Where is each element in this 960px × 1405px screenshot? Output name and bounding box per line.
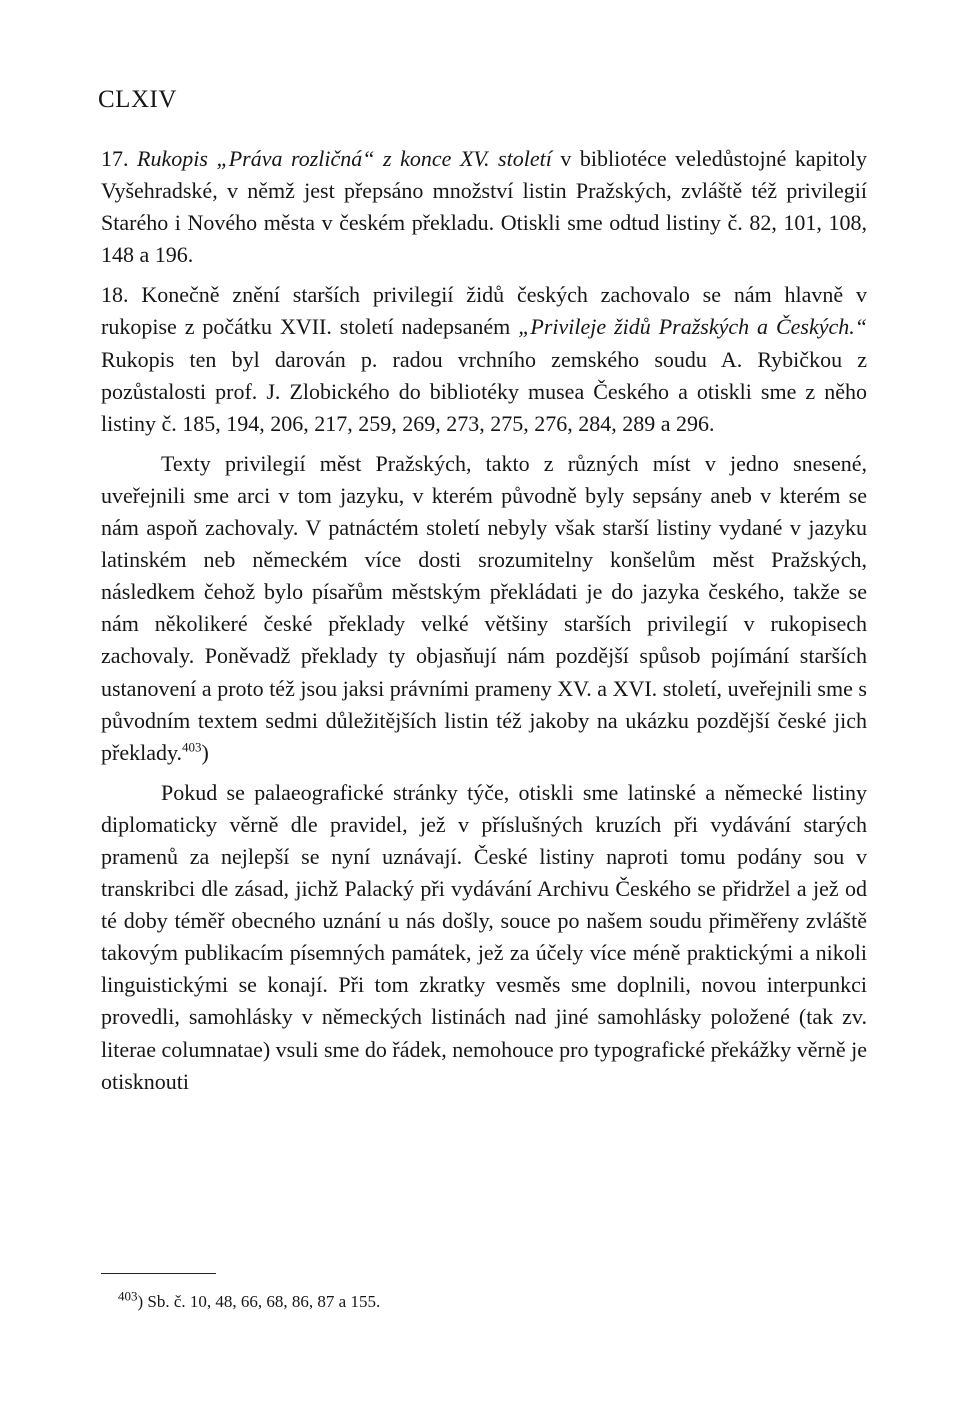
paragraph-palaeography bbox=[101, 777, 867, 1098]
footnote-reference: 403 bbox=[182, 739, 202, 755]
paragraph-texts bbox=[101, 448, 867, 769]
paragraph-18-start: 18. Konečně znění starších privilegií židů českých zachovalo se nám hlavně v rukopise z počátku XVII. století nadepsaném bbox=[101, 282, 867, 340]
paragraph-17 bbox=[101, 143, 867, 271]
paragraph-18 bbox=[101, 279, 867, 439]
paragraph-texts-body: Texty privilegií měst Pražských, takto z různých míst v jedno snesené, uveřejnili sme arci v tom jazyku, v kterém původně byly sepsány aneb v kterém se nám aspoň zachovaly. V patnáctém století nebyly však starší listiny vydané v jazyku latinském neb německém více dosti srozumitelny konšelům měst Pražských, následkem čehož bylo písařům městským překládati je do jazyka českého, takže se nám několikeré české překlady velké většiny starších privilegií v rukopisech zachovaly. Poněvadž překlady ty objasňují nám pozdější spůsob pojímání starších ustanovení a proto též jsou jaksi právními prameny XV. a XVI. století, uveřejnili sme s původním textem sedmi důležitějších listin též jakoby na ukázku pozdější české jich překlady. bbox=[101, 450, 867, 765]
page-number: CLXIV bbox=[98, 86, 177, 113]
manuscript-title-18: „Privileje židů Pražských a Českých.“ bbox=[518, 314, 867, 340]
footnote bbox=[118, 1290, 380, 1314]
manuscript-title-17: Rukopis „Práva rozličná“ z konce XV. století bbox=[137, 146, 552, 171]
paragraph-palaeography-body: Pokud se palaeografické stránky týče, otiskli sme latinské a německé listiny diplomaticky věrně dle pravidel, jež v příslušných kruzích při vydávání starých pramenů za nejlepší se nyní uznávají. České listiny naproti tomu podány sou v transkribci dle zásad, jichž Palacký při vydávání Archivu Českého se přidržel a jež od té doby téměř obecného uznání u nás došly, souce po našem soudu přiměřeny zvláště takovým publikacím písemných památek, jež za účely více méně praktickými a nikoli linguistickými se konají. Při tom zkratky vesměs sme doplnili, novou interpunkci provedli, samohlásky v německých listinách nad jiné samohlásky položené (tak zv. literae columnatae) vsuli sme do řádek, nemohouce pro typografické překážky věrně je otisknouti bbox=[101, 779, 868, 1094]
item-number-17: 17. bbox=[101, 146, 129, 171]
footnote-number: 403 bbox=[118, 1288, 138, 1304]
footnote-divider bbox=[101, 1273, 216, 1274]
footnote-text: ) Sb. č. 10, 48, 66, 68, 86, 87 a 155. bbox=[137, 1292, 381, 1311]
paragraph-18-text: Rukopis ten byl darován p. radou vrchního zemského soudu A. Rybičkou z pozůstalosti prof. J. Zlobického do bibliotéky musea Českého a otiskli sme z něho listiny č. 185, 194, 206, 217, 259, 269, 273, 275, 276, 284, 289 a 296. bbox=[101, 346, 867, 436]
main-text bbox=[101, 143, 867, 1098]
footnote-reference-paren: ) bbox=[201, 739, 209, 765]
paragraph-17-text: v bibliotéce veledůstojné kapitoly Vyšehradské, v němž jest přepsáno množství listin Pražských, zvláště též privilegií Starého i Nového města v českém překladu. Otiskli sme odtud listiny č. 82, 101, 108, 148 a 196. bbox=[101, 146, 867, 268]
